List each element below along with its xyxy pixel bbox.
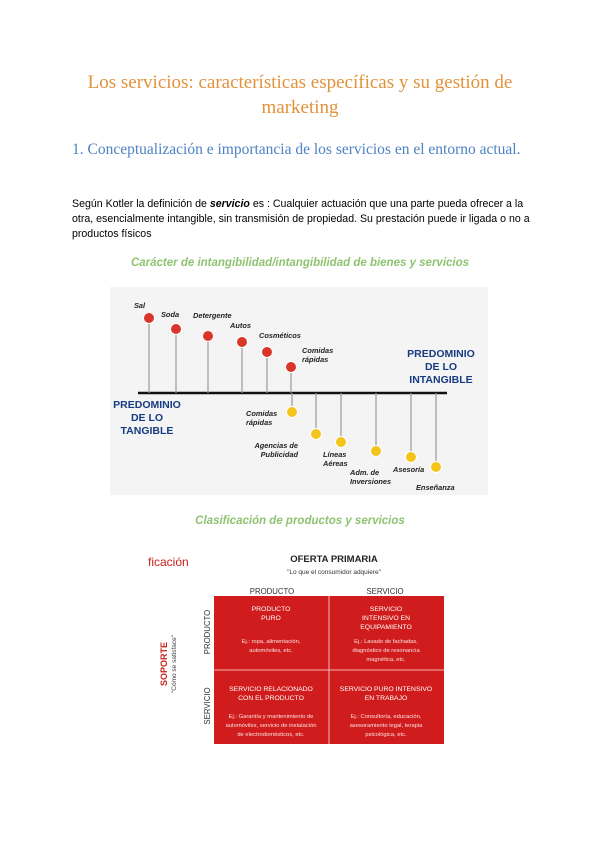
- matrix-cell-example: Ej.: Consultoría, educación,: [350, 714, 422, 720]
- matrix-cell-example: diagnóstico de resonancia: [352, 648, 420, 654]
- intangible-item-label: Enseñanza: [416, 483, 455, 492]
- matrix-cell-heading: EN TRABAJO: [364, 695, 408, 702]
- matrix-cell-example: asesoramiento legal, terapia: [349, 723, 423, 729]
- intangible-item-label: Asesoría: [393, 465, 425, 474]
- matrix-column-header: PRODUCTO: [249, 587, 295, 596]
- intangible-item-label: Publicidad: [260, 450, 298, 459]
- matrix-subtitle: "Lo que el consumidor adquiere": [287, 569, 381, 576]
- matrix-cell-example: Ej.: ropa, alimentación,: [241, 639, 301, 645]
- matrix-row-axis-title: SOPORTE: [159, 641, 169, 687]
- matrix-corner-label: ficación: [148, 555, 189, 569]
- intangible-item-label: Aéreas: [323, 459, 348, 468]
- matrix-cell-heading: SERVICIO RELACIONADO: [229, 686, 313, 693]
- matrix-row-axis-subtitle: "Cómo se satisface": [171, 634, 178, 694]
- tangible-item-label: Comidas: [302, 346, 334, 355]
- tangible-item-label: Soda: [161, 310, 180, 319]
- tangible-item-label: Detergente: [193, 311, 232, 320]
- tangible-axis-label: DE LO: [130, 412, 164, 424]
- matrix-cell-example: Ej.: Lavado de fachadas,: [354, 639, 418, 645]
- intangible-item-label: Inversiones: [350, 477, 392, 486]
- intangible-axis-label: INTANGIBLE: [409, 374, 473, 386]
- matrix-cell-heading: SERVICIO PURO INTENSIVO: [339, 686, 433, 693]
- paragraph-pre: Según Kotler la definición de: [72, 198, 210, 210]
- matrix-cell-example: de electrodomésticos, etc.: [237, 732, 305, 738]
- intangible-axis-label: PREDOMINIO: [407, 348, 475, 360]
- intangible-item-label: rápidas: [246, 418, 273, 427]
- matrix-cell-example: Ej.: Garantía y mantenimiento de: [228, 714, 314, 720]
- tangible-item-label: Autos: [230, 321, 251, 330]
- matrix-cell-example: psicológica, etc.: [365, 732, 407, 738]
- tangible-item-label: rápidas: [302, 355, 329, 364]
- intangible-item-label: Agencias de: [254, 441, 298, 450]
- tangible-item-label: Cosméticos: [259, 331, 301, 340]
- matrix-title: OFERTA PRIMARIA: [290, 554, 378, 565]
- page-title: Los servicios: características específicas y su gestión de marketing: [87, 72, 513, 118]
- matrix-cell-heading: EQUIPAMIENTO: [360, 624, 412, 631]
- matrix-cell-example: automóviles, etc.: [249, 648, 293, 654]
- intangible-item-label: Comidas: [246, 409, 278, 418]
- paragraph-term: servicio: [209, 198, 250, 210]
- matrix-row-header: PRODUCTO: [203, 609, 212, 655]
- matrix-cell-heading: PURO: [261, 615, 281, 622]
- caption-classification: Clasificación de productos y servicios: [195, 515, 405, 527]
- matrix-cell-heading: CON EL PRODUCTO: [238, 695, 304, 702]
- intangible-axis-label: DE LO: [424, 361, 458, 373]
- caption-tangibility: Carácter de intangibilidad/intangibilidad de bienes y servicios: [130, 257, 470, 269]
- matrix-cell-heading: PRODUCTO: [251, 606, 291, 613]
- paragraph-post: es : Cualquier actuación que una parte pueda ofrecer a la otra, esencialmente intangible, sin transmisión de propiedad. Su prestación puede ir ligada o no a productos físicos: [72, 198, 530, 240]
- intangible-item-label: Líneas: [323, 450, 347, 459]
- tangible-axis-label: PREDOMINIO: [113, 399, 181, 411]
- matrix-cell-heading: INTENSIVO EN: [362, 615, 410, 622]
- matrix-cell-heading: SERVICIO: [369, 606, 403, 613]
- matrix-cell-example: automóviles, servicio de instalación: [225, 723, 317, 729]
- matrix-cell-example: magnética, etc.: [366, 657, 406, 663]
- tangible-axis-label: TANGIBLE: [120, 425, 174, 437]
- tangible-item-label: Sal: [134, 301, 146, 310]
- intangible-item-label: Adm. de: [350, 468, 380, 477]
- matrix-row-header: SERVICIO: [203, 687, 212, 725]
- matrix-column-header: SERVICIO: [366, 587, 404, 596]
- section-heading: 1. Conceptualización e importancia de los servicios en el entorno actual.: [72, 141, 521, 158]
